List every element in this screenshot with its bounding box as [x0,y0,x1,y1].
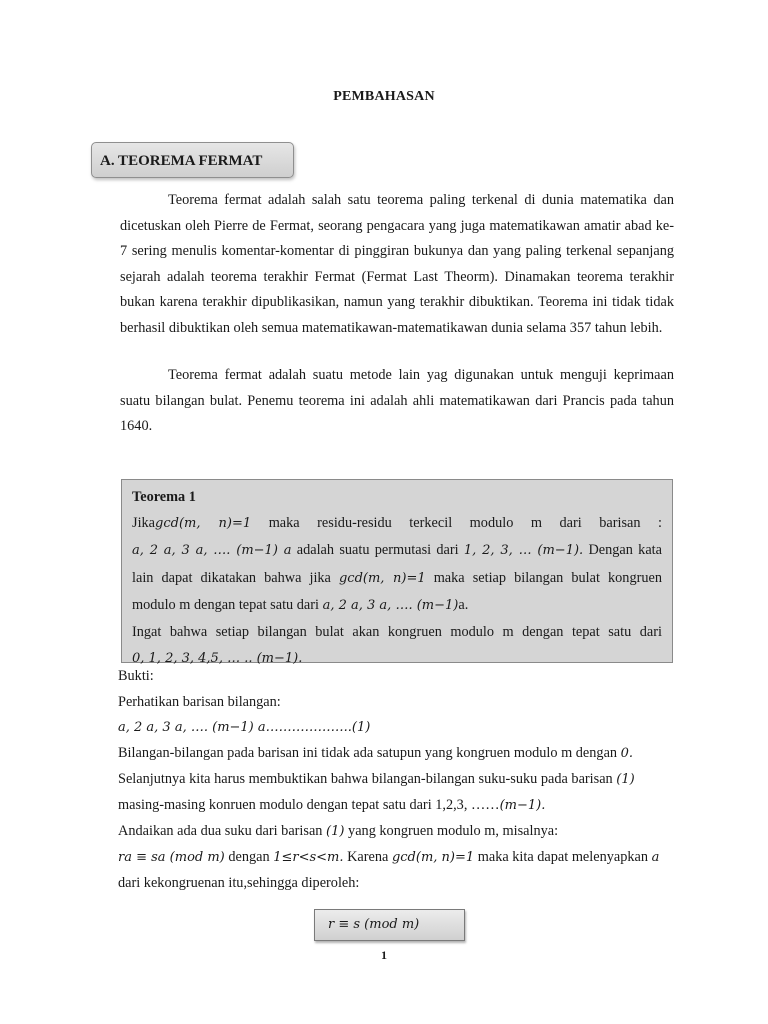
theorem-box [121,479,673,667]
paragraph-2: Teorema fermat adalah suatu metode lain yag digunakan untuk menguji keprimaan suatu bilangan bulat. Penemu teorema ini adalah ahli matematikawan dari Prancis pada tahun 1640. [120,367,674,435]
proof-label: Bukti: [118,668,154,684]
proof-line-3: masing-masing konruen modulo dengan tepat satu dari 1,2,3, ……(m−1). [118,797,546,813]
proof-line-2: Selanjutnya kita harus membuktikan bahwa bilangan-bilangan suku-suku pada barisan (1) [118,771,635,787]
theorem-line-1: Jikagcd(m, n)=1 maka residu-residu terkecil modulo m dari barisan : [132,515,662,532]
page-number: 1 [381,948,387,962]
theorem-line-6: 0, 1, 2, 3, 4,5, … .. (m−1). [132,651,303,667]
section-heading-box [91,142,294,178]
result-formula-box [314,909,465,941]
proof-sequence: a, 2 a, 3 a, …. (m−1) a………………..(1) [118,720,371,735]
theorem-line-2: a, 2 a, 3 a, …. (m−1) a adalah suatu permutasi dari 1, 2, 3, … (m−1). Dengan kata [132,542,662,559]
paragraph-1: Teorema fermat adalah salah satu teorema paling terkenal di dunia matematika dan dicetuskan oleh Pierre de Fermat, seorang pengacara yang juga matematikawan amatir abad ke-7 sering menulis komentar-komentar di pinggiran bukunya dan yang paling terkenal sepanjang sejarah adalah teorema terakhir Fermat (Fermat Last Theorm). Dinamakan teorema terakhir bukan karena terakhir dipublikasikan, namun yang terakhir dibuktikan. Teorema ini tidak tidak berhasil dibuktikan oleh semua matematikawan-matematikawan dunia selama 357 tahun lebih. [120,192,674,336]
section-heading: A. TEOREMA FERMAT [100,153,263,169]
theorem-line-3: lain dapat dikatakan bahwa jika gcd(m, n)=1 maka setiap bilangan bulat kongruen [132,569,662,586]
theorem-title: Teorema 1 [132,489,196,505]
theorem-line-5: Ingat bahwa setiap bilangan bulat akan kongruen modulo m dengan tepat satu dari [132,624,662,641]
theorem-line-4: modulo m dengan tepat satu dari a, 2 a, 3 a, …. (m−1)a. [132,596,469,613]
proof-line-1: Bilangan-bilangan pada barisan ini tidak ada satupun yang kongruen modulo m dengan 0. [118,745,634,761]
page-title: PEMBAHASAN [333,89,435,104]
proof-line-5: ra ≡ sa (mod m) dengan 1≤r<s<m. Karena gcd(m, n)=1 maka kita dapat melenyapkan a [118,849,660,865]
proof-line-6: dari kekongruenan itu,sehingga diperoleh: [118,875,360,891]
result-formula: r ≡ s (mod m) [328,917,420,932]
proof-line-4: Andaikan ada dua suku dari barisan (1) yang kongruen modulo m, misalnya: [118,823,559,839]
proof-intro: Perhatikan barisan bilangan: [118,694,281,710]
